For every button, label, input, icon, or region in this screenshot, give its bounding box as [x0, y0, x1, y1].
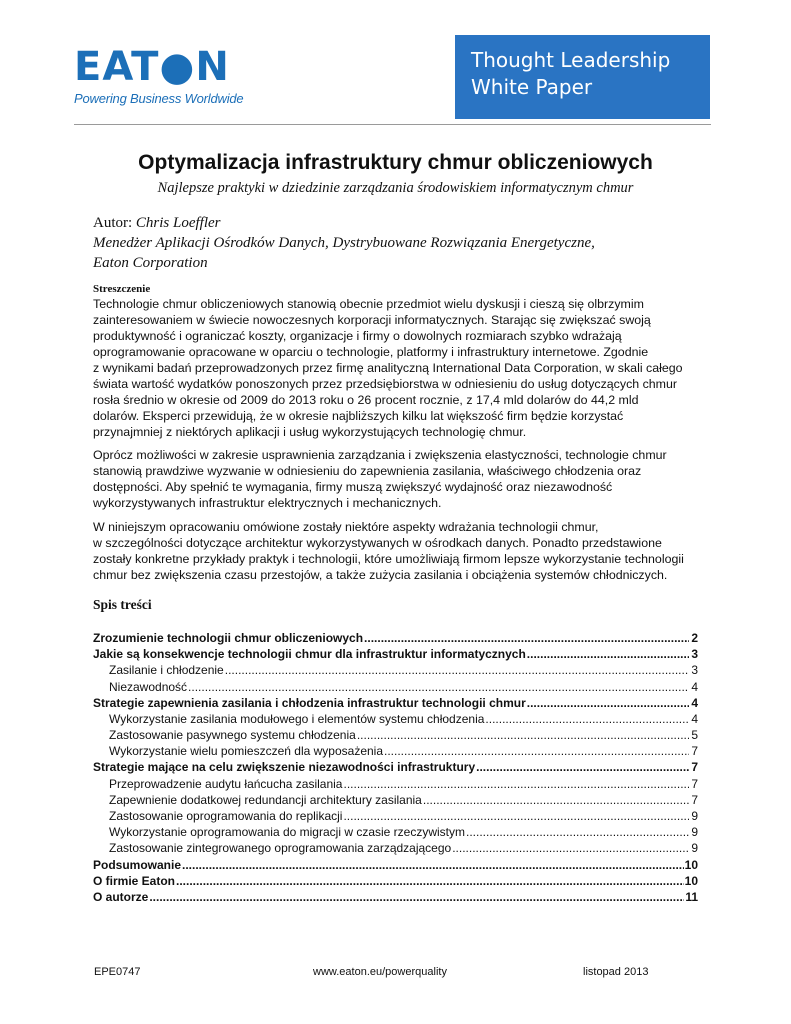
table-of-contents	[93, 630, 698, 905]
document-subtitle: Najlepsze praktyki w dziedzinie zarządzania środowiskiem informatycznym chmur	[157, 180, 634, 196]
text-line: W niniejszym opracowaniu omówione zostały niektóre aspekty wdrażania technologii chmur,	[93, 520, 599, 534]
eaton-logo	[74, 44, 264, 106]
toc-entry-page: 3	[691, 647, 698, 662]
toc-entry[interactable]	[93, 889, 698, 905]
toc-entry-label: Zapewnienie dodatkowej redundancji architektury zasilania	[109, 792, 422, 807]
toc-heading: Spis treści	[93, 597, 152, 612]
toc-entry-label: O firmie Eaton	[93, 873, 176, 888]
text-line: rosła średnio w okresie od 2009 do 2013 roku o 26 procent rocznie, z 17,4 mld dolarów do 44,2 mld	[93, 393, 639, 407]
author-role-2: Eaton Corporation	[93, 255, 208, 271]
toc-leader-dots	[527, 646, 689, 662]
text-line: Technologie chmur obliczeniowych stanowią obecnie przedmiot wielu dyskusji i cieszą się olbrzymim	[93, 297, 644, 311]
toc-entry-page: 10	[684, 873, 698, 888]
toc-entry-page: 11	[685, 889, 698, 904]
white-paper-badge	[455, 35, 710, 119]
text-line: chmur bez zwiększenia czasu przestojów, a także zużycia zasilania i obciążenia systemów chłodniczych.	[93, 568, 668, 582]
toc-leader-dots	[485, 711, 689, 727]
badge-line-2: White Paper	[471, 75, 593, 99]
toc-entry[interactable]	[93, 760, 698, 776]
toc-entry-page: 9	[691, 841, 698, 856]
toc-leader-dots	[466, 824, 689, 840]
footer-date: listopad 2013	[583, 966, 649, 978]
text-line: wykorzystywanych infrastruktur elektrycznych i mechanicznych.	[93, 496, 442, 510]
toc-leader-dots	[452, 840, 689, 856]
toc-entry-page: 4	[691, 695, 698, 710]
author-role-1: Menedżer Aplikacji Ośrodków Danych, Dystrybuowane Rozwiązania Energetyczne,	[93, 235, 595, 251]
toc-entry[interactable]	[93, 840, 698, 856]
abstract-paragraph-3	[93, 519, 718, 583]
text-line: z wynikami badań przeprowadzonych przez firmę analityczną International Data Corporation, w skali całego	[93, 361, 683, 375]
toc-entry[interactable]	[93, 792, 698, 808]
toc-entry-page: 7	[691, 776, 698, 791]
toc-entry-page: 4	[691, 711, 698, 726]
toc-entry-label: Zrozumienie technologii chmur obliczeniowych	[93, 630, 364, 645]
toc-entry-page: 4	[691, 679, 698, 694]
author-block	[93, 213, 713, 273]
toc-entry-page: 2	[691, 630, 698, 645]
toc-leader-dots	[476, 759, 689, 775]
toc-leader-dots	[357, 727, 689, 743]
text-line: zainteresowaniem w świecie nowoczesnych korporacji informatycznych. Starając się zwiększać swoją	[93, 313, 651, 327]
toc-entry[interactable]	[93, 824, 698, 840]
toc-leader-dots	[527, 695, 689, 711]
text-line: zostały konkretne przykłady praktyk i technologii, które umożliwiają firmom lepsze wykorzystanie technologii	[93, 552, 684, 566]
toc-entry[interactable]	[93, 727, 698, 743]
toc-entry-page: 7	[691, 760, 698, 775]
toc-entry-page: 5	[691, 728, 698, 743]
author-name: Chris Loeffler	[135, 215, 221, 231]
toc-entry-page: 7	[691, 744, 698, 759]
text-line: dostępności. Aby spełnić te wymagania, firmy muszą zwiększyć wydajność oraz niezawodność	[93, 480, 613, 494]
toc-entry-label: Wykorzystanie oprogramowania do migracji w czasie rzeczywistym	[109, 825, 465, 840]
author-prefix: Autor:	[93, 215, 136, 231]
toc-leader-dots	[343, 808, 689, 824]
toc-entry[interactable]	[93, 662, 698, 678]
abstract-paragraph-1	[93, 296, 718, 440]
toc-entry[interactable]	[93, 695, 698, 711]
toc-entry[interactable]	[93, 743, 698, 759]
text-line: stanowią prawdziwe wyzwanie w odniesieniu do zapewnienia zasilania, właściwego chłodzenia oraz	[93, 464, 642, 478]
toc-entry[interactable]	[93, 679, 698, 695]
toc-entry[interactable]	[93, 646, 698, 662]
toc-entry-label: Zastosowanie zintegrowanego oprogramowania zarządzającego	[109, 841, 452, 856]
toc-leader-dots	[149, 889, 684, 905]
toc-leader-dots	[225, 662, 689, 678]
toc-entry-label: Jakie są konsekwencje technologii chmur dla infrastruktur informatycznych	[93, 647, 526, 662]
text-line: świata wartość wydatków ponoszonych przez przedsiębiorstwa w odniesieniu do usług dotyczących chmur	[93, 377, 678, 391]
toc-entry-label: Zasilanie i chłodzenie	[109, 663, 224, 678]
toc-leader-dots	[364, 630, 689, 646]
logo-tagline: Powering Business Worldwide	[74, 91, 244, 106]
text-line: dolarów. Eksperci przewidują, że w okresie najbliższych kilku lat większość firm będzie korzystać	[93, 409, 624, 423]
toc-entry-label: Zastosowanie pasywnego systemu chłodzenia	[109, 728, 356, 743]
toc-entry[interactable]	[93, 808, 698, 824]
header-divider	[74, 124, 711, 125]
toc-entry-page: 9	[691, 825, 698, 840]
toc-leader-dots	[182, 857, 684, 873]
toc-entry[interactable]	[93, 711, 698, 727]
badge-line-1: Thought Leadership	[471, 48, 671, 72]
toc-leader-dots	[423, 792, 689, 808]
logo-wordmark: EAT●N	[74, 44, 230, 90]
abstract-paragraph-2	[93, 447, 718, 511]
toc-entry-page: 10	[684, 857, 698, 872]
toc-entry-label: Strategie zapewnienia zasilania i chłodzenia infrastruktur technologii chmur	[93, 695, 526, 710]
toc-entry-label: Podsumowanie	[93, 857, 182, 872]
toc-leader-dots	[384, 743, 689, 759]
abstract-heading: Streszczenie	[93, 283, 151, 295]
toc-entry-label: Wykorzystanie zasilania modułowego i elementów systemu chłodzenia	[109, 711, 485, 726]
toc-entry-page: 9	[691, 809, 698, 824]
toc-entry[interactable]	[93, 776, 698, 792]
toc-entry[interactable]	[93, 630, 698, 646]
document-title: Optymalizacja infrastruktury chmur obliczeniowych	[138, 151, 653, 174]
toc-entry[interactable]	[93, 857, 698, 873]
toc-entry-label: Przeprowadzenie audytu łańcucha zasilania	[109, 776, 343, 791]
toc-leader-dots	[188, 679, 689, 695]
toc-entry-label: Wykorzystanie wielu pomieszczeń dla wyposażenia	[109, 744, 384, 759]
toc-entry-label: Zastosowanie oprogramowania do replikacji	[109, 809, 343, 824]
author-line	[93, 213, 713, 233]
footer-doc-code: EPE0747	[94, 966, 141, 978]
footer-url[interactable]: www.eaton.eu/powerquality	[313, 966, 447, 978]
toc-entry[interactable]	[93, 873, 698, 889]
text-line: produktywność i ograniczać koszty, organizacje i firmy o dowolnych rozmiarach szybko wdrażają	[93, 329, 622, 343]
toc-entry-label: O autorze	[93, 889, 149, 904]
text-line: przynajmniej z niektórych aplikacji i usług wykorzystujących technologię chmur.	[93, 425, 527, 439]
toc-leader-dots	[176, 873, 684, 889]
text-line: oprogramowanie opracowane w oparciu o technologie, platformy i infrastruktury internetowe. Zgodnie	[93, 345, 649, 359]
text-line: Oprócz możliwości w zakresie usprawnienia zarządzania i zwiększenia elastyczności, technologie chmur	[93, 448, 667, 462]
toc-entry-page: 3	[691, 663, 698, 678]
toc-entry-label: Niezawodność	[109, 679, 188, 694]
toc-entry-label: Strategie mające na celu zwiększenie niezawodności infrastruktury	[93, 760, 476, 775]
toc-leader-dots	[343, 776, 689, 792]
text-line: w szczególności dotyczące architektur wykorzystywanych w ośrodkach danych. Ponadto przedstawione	[93, 536, 662, 550]
toc-entry-page: 7	[691, 792, 698, 807]
